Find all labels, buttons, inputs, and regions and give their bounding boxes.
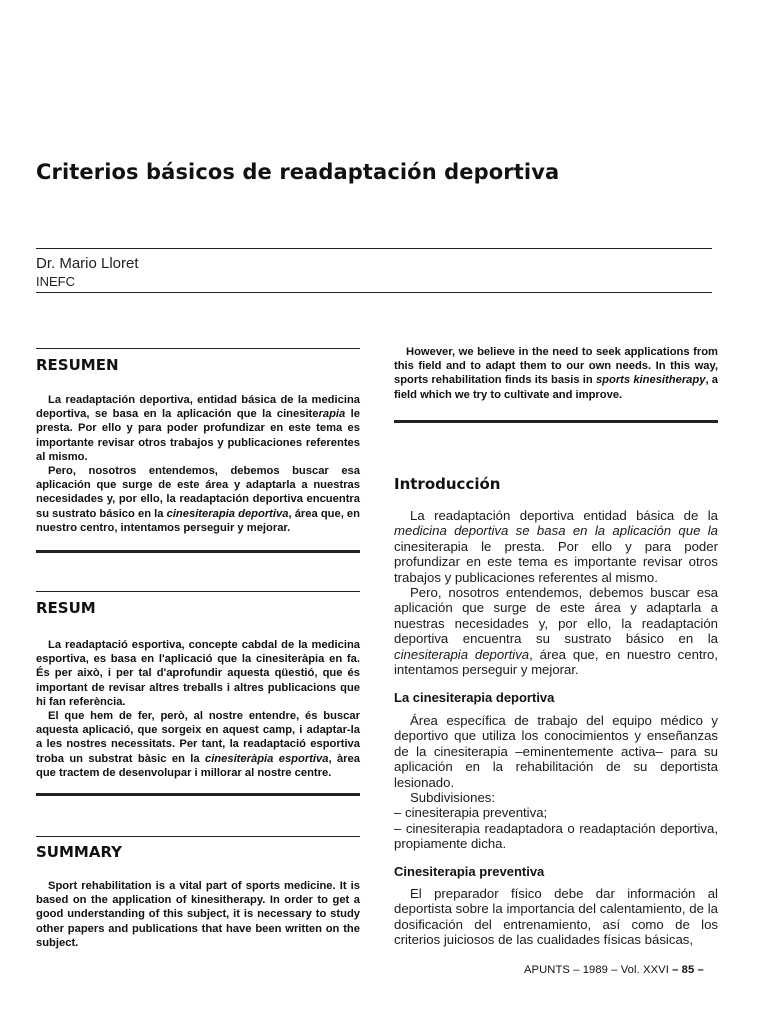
author-name: Dr. Mario Lloret <box>36 255 139 272</box>
cinesiterapia-text <box>394 713 718 852</box>
cinesiterapia-paragraph: Subdivisiones: <box>410 790 496 806</box>
introduccion-heading: Introducción <box>394 475 501 493</box>
resum-paragraph: La readaptació esportiva, concepte cabdal de la medicina esportiva, es basa en l'aplicació que la cinesiteràpia en fa. És per això, i per tal d'aprofundir aquesta qüestió, que és important de revisar altres treballs i altres publicacions que hi fan referència. <box>36 639 360 708</box>
summary-heading: SUMMARY <box>36 843 123 861</box>
resum-heading: RESUM <box>36 599 96 617</box>
summary-continued-text <box>394 345 718 402</box>
resumen-p2-b: , área que, en nuestro centro, intentamos perseguir y mejorar. <box>36 507 360 534</box>
resumen-p1-a: La readaptación deportiva, entidad básica de la medicina deportiva, se basa en la aplicación que la cinesite <box>36 394 360 421</box>
preventiva-paragraph: El preparador físico debe dar información al deportista sobre la importancia del calentamiento, de la dosificación del entrenamiento, así como de los criterios juiciosos de las cualidades físicas básicas, <box>394 886 718 948</box>
resumen-paragraph <box>36 393 360 464</box>
page-number: – 85 – <box>672 964 704 976</box>
intro-p1-italic: medicina deportiva se basa en la aplicación que la <box>394 523 718 539</box>
summary-p2-italic: sports kinesitherapy <box>595 374 706 387</box>
resumen-bottom-rule <box>36 550 360 553</box>
summary-p2-a: However, we believe in the need to seek applications from this field and to adapt them to our own needs. In this way, sports rehabilitation finds its basis in <box>394 346 718 387</box>
resumen-p1-b: le presta. Por ello y para poder profundizar en este tema es importante revisar otros trabajos y publicaciones referentes al mismo. <box>36 408 360 463</box>
author-affiliation: INEFC <box>36 274 75 289</box>
resumen-paragraph <box>36 464 360 535</box>
resumen-top-rule <box>36 348 360 349</box>
preventiva-text <box>394 886 718 948</box>
summary-p2-b: , a field which we try to cultivate and improve. <box>394 374 718 401</box>
resumen-p1-italic: rapia <box>318 408 346 421</box>
list-item: – cinesiterapia preventiva; <box>394 805 548 821</box>
resumen-text <box>36 393 360 535</box>
summary-bottom-rule <box>394 420 718 423</box>
resum-paragraph <box>36 709 360 780</box>
list-item: – cinesiterapia readaptadora o readaptación deportiva, propiamente dicha. <box>394 820 718 852</box>
intro-p2-italic: cinesiterapia deportiva <box>394 646 530 662</box>
cinesiterapia-paragraph: Área específica de trabajo del equipo médico y deportivo que utiliza los conocimientos y enseñanzas de la cinesiterapia –eminentemente activa– para su aplicación en la rehabilitación de su deportista lesionado. <box>394 713 718 790</box>
summary-text <box>36 879 360 950</box>
resum-p2-italic: cinesiteràpia esportiva <box>204 752 329 765</box>
resum-p2-a: El que hem de fer, però, al nostre entendre, és buscar aquesta aplicació, que sorgeix en aquest camp, i adaptar-la a les nostres necessitats. Per tant, la readaptació esportiva troba un substrat bàsic en la <box>36 710 360 765</box>
journal-citation: APUNTS – 1989 – Vol. XXVI <box>524 964 669 976</box>
resumen-p2-a: Pero, nosotros entendemos, debemos buscar esa aplicación que surge de este área y adaptarla a nuestras necesidades y, por ello, la readaptación deportiva encuentra su sustrato básico en la <box>36 465 360 520</box>
cinesiterapia-heading: La cinesiterapia deportiva <box>394 690 555 705</box>
author-top-rule <box>36 248 712 249</box>
preventiva-heading: Cinesiterapia preventiva <box>394 864 545 879</box>
resum-bottom-rule <box>36 793 360 796</box>
intro-p1-a: La readaptación deportiva entidad básica de la <box>410 508 718 523</box>
resum-top-rule <box>36 591 360 592</box>
summary-paragraph: Sport rehabilitation is a vital part of sports medicine. It is based on the application of kinesitherapy. In order to get a good understanding of this subject, it is necessary to study other papers and publications that have been written on the subject. <box>36 880 360 949</box>
introduccion-text <box>394 508 718 677</box>
resumen-p2-italic: cinesiterapia deportiva <box>166 507 289 520</box>
resum-text <box>36 638 360 780</box>
author-bottom-rule <box>36 292 712 293</box>
resumen-heading: RESUMEN <box>36 356 119 374</box>
summary-top-rule <box>36 836 360 837</box>
summary-paragraph <box>394 345 718 402</box>
intro-p2-a: Pero, nosotros entendemos, debemos buscar esa aplicación que surge de este área y adaptarla a nuestras necesidades y, por ello, la readaptación deportiva encuentra su sustrato básico en la <box>394 585 718 647</box>
introduccion-paragraph <box>394 585 718 677</box>
intro-p2-b: , área que, en nuestro centro, intentamos perseguir y mejorar. <box>394 646 718 678</box>
page-footer <box>524 964 704 976</box>
intro-p1-b: cinesiterapia le presta. Por ello y para poder profundizar en este tema es importante revisar otros trabajos y publicaciones referentes al mismo. <box>394 538 718 585</box>
resum-p2-b: , àrea que tractem de desenvolupar i millorar al nostre centre. <box>36 752 360 779</box>
article-title: Criterios básicos de readaptación deportiva <box>36 160 560 184</box>
introduccion-paragraph <box>394 508 718 585</box>
